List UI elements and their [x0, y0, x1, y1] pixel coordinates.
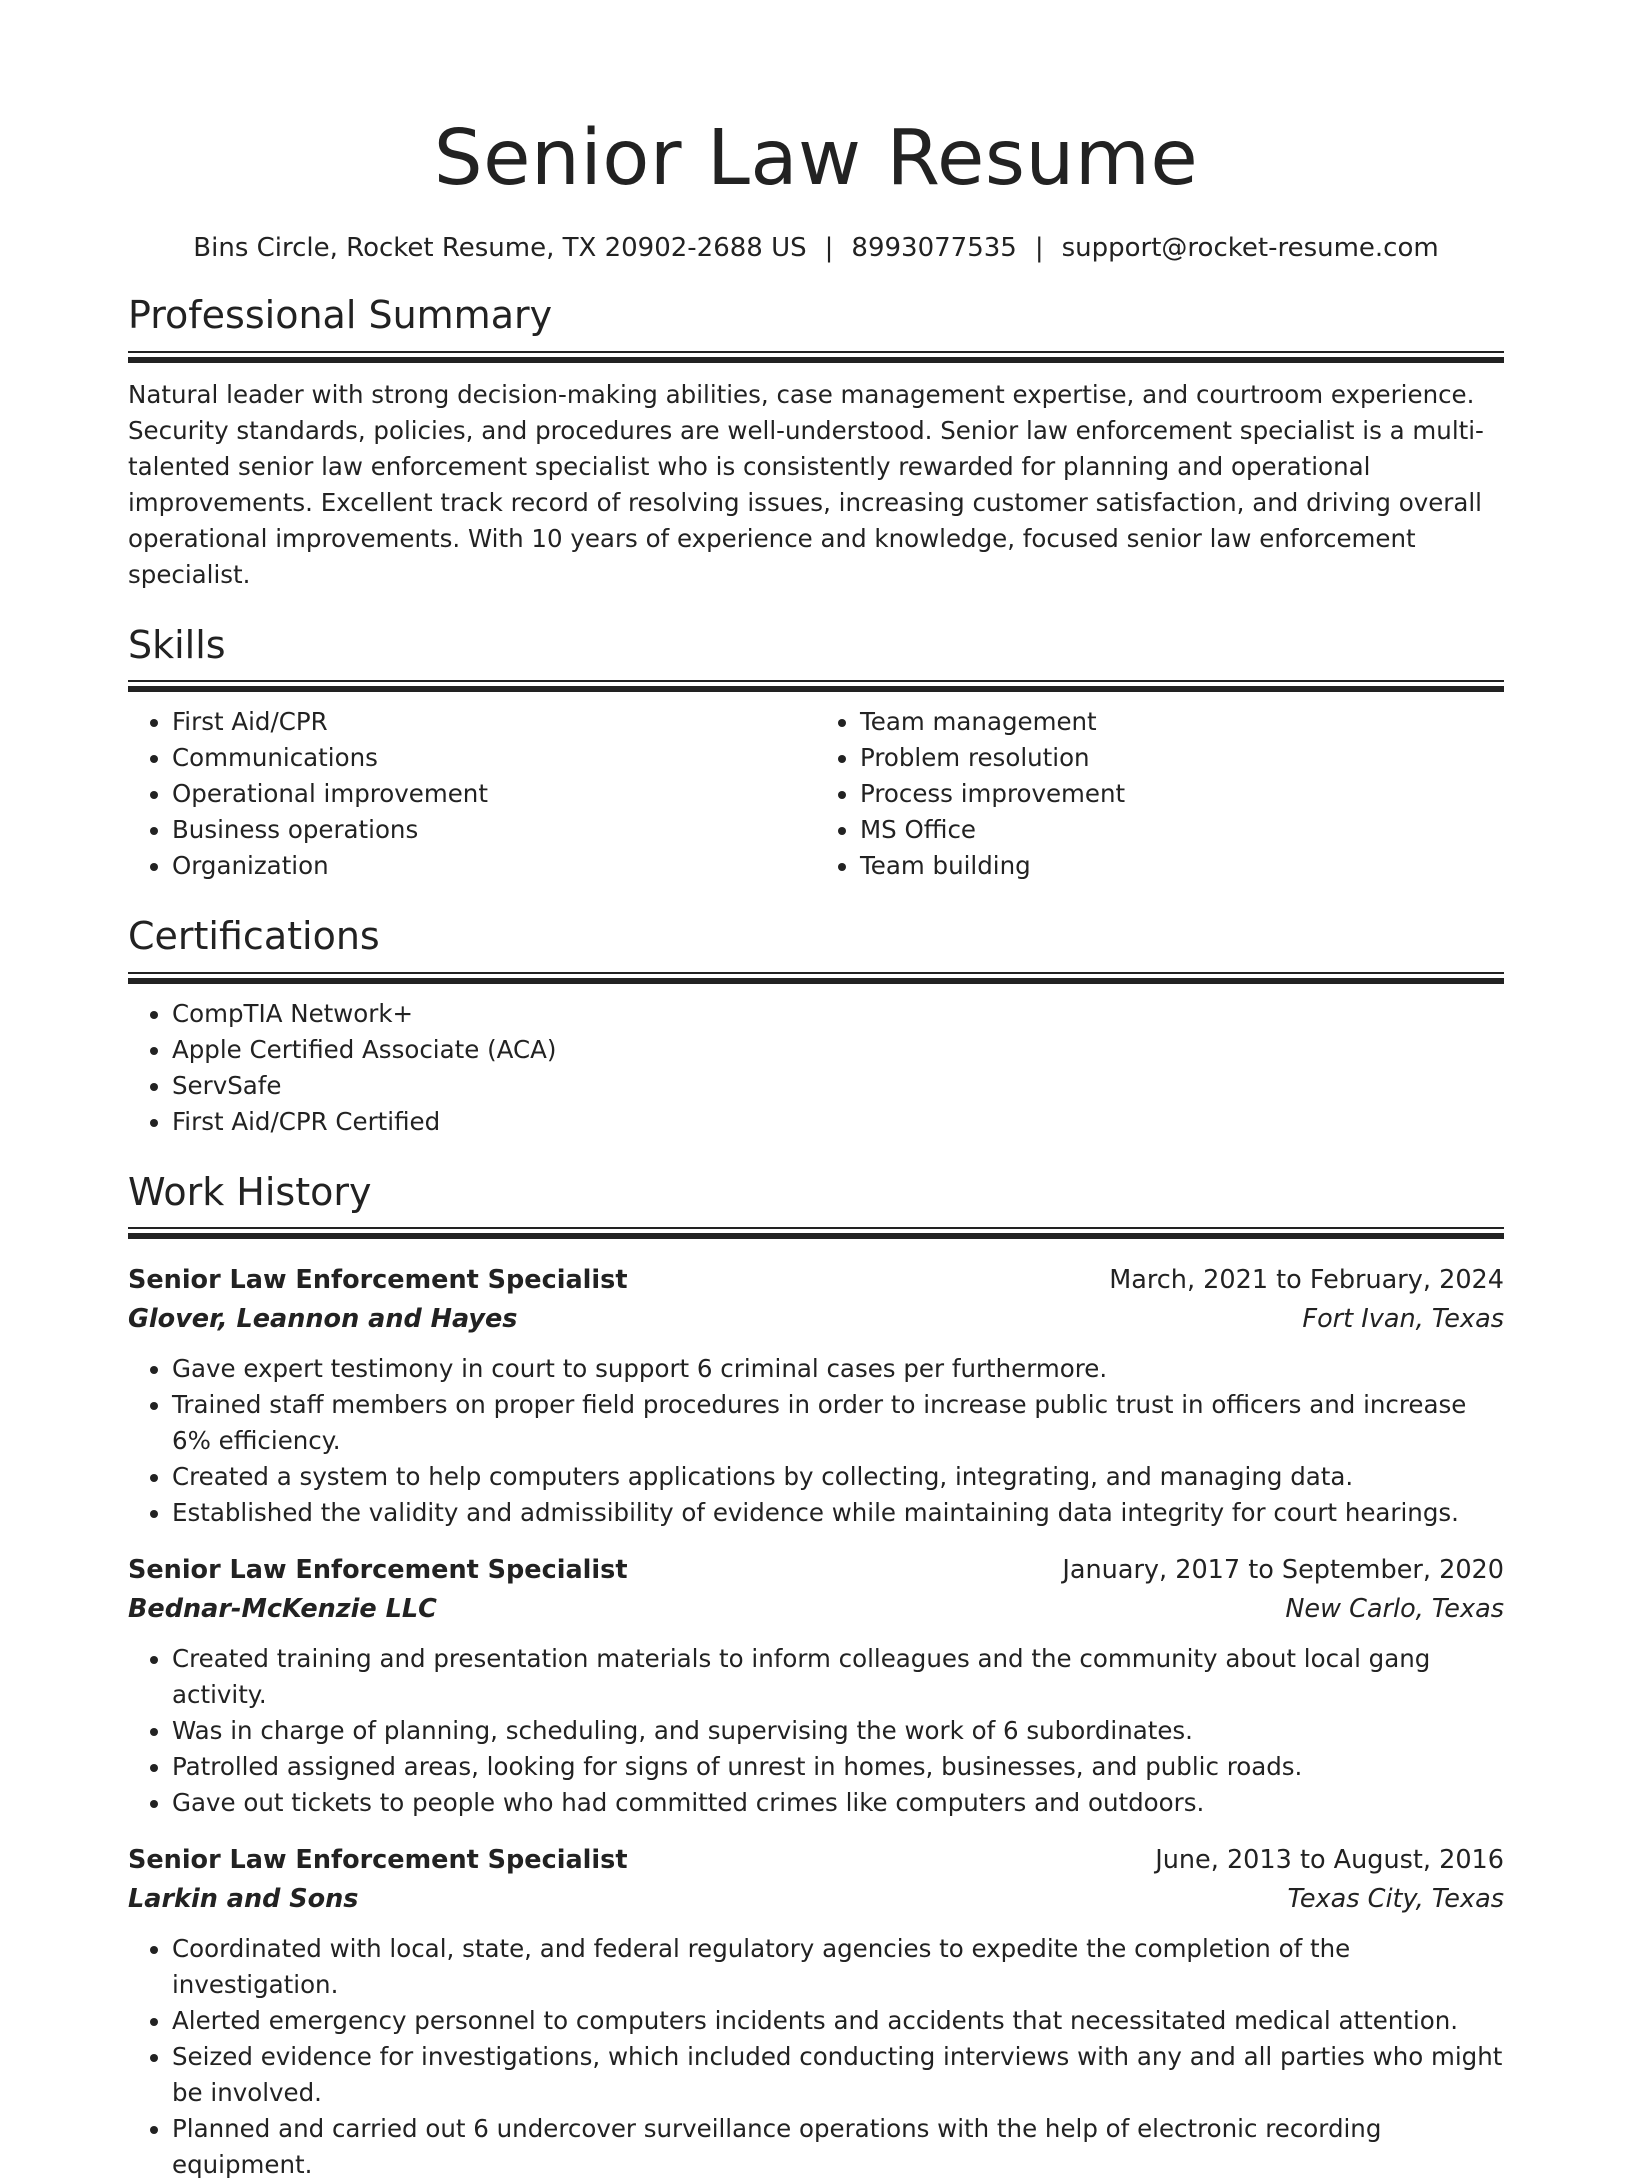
job-dates: March, 2021 to February, 2024: [1109, 1265, 1504, 1296]
skill-item: • Process improvement: [860, 776, 1504, 812]
job-title: Senior Law Enforcement Specialist: [128, 1555, 628, 1586]
job-entry: [128, 1261, 1504, 1531]
job-header-row: [128, 1261, 1504, 1300]
section-title-summary: Professional Summary: [128, 293, 553, 337]
job-bullet: • Created a system to help computers applications by collecting, integrating, and managing data.: [172, 1459, 1504, 1495]
certification-item: • ServSafe: [172, 1068, 1504, 1104]
section-divider: [128, 972, 1504, 984]
certification-item: • CompTIA Network+: [172, 996, 1504, 1032]
job-bullet: • Gave out tickets to people who had committed crimes like computers and outdoors.: [172, 1785, 1504, 1821]
section-divider: [128, 680, 1504, 692]
skill-item: • Communications: [172, 740, 816, 776]
skill-item: • Team building: [860, 848, 1504, 884]
job-title: Senior Law Enforcement Specialist: [128, 1845, 628, 1876]
skill-item: • Organization: [172, 848, 816, 884]
job-list: [128, 1261, 1504, 2183]
job-company: Bednar-McKenzie LLC: [128, 1594, 437, 1625]
job-bullets: [128, 1641, 1504, 1821]
job-location: Fort Ivan, Texas: [1302, 1304, 1504, 1335]
job-bullet: • Was in charge of planning, scheduling, and supervising the work of 6 subordinates.: [172, 1713, 1504, 1749]
job-bullets: [128, 1931, 1504, 2183]
job-bullet: • Coordinated with local, state, and federal regulatory agencies to expedite the completion of the investigation.: [172, 1931, 1504, 2003]
job-bullet: • Established the validity and admissibility of evidence while maintaining data integrity for court hearings.: [172, 1495, 1504, 1531]
contact-separator: |: [1034, 233, 1044, 263]
section-title-certifications: Certifications: [128, 914, 380, 959]
job-bullet: • Alerted emergency personnel to computers incidents and accidents that necessitated medical attention.: [172, 2003, 1504, 2039]
job-bullet: • Trained staff members on proper field procedures in order to increase public trust in officers and increase 6% efficiency.: [172, 1387, 1504, 1459]
job-entry: [128, 1551, 1504, 1821]
section-divider: [128, 351, 1504, 363]
job-bullet: • Patrolled assigned areas, looking for signs of unrest in homes, businesses, and public roads.: [172, 1749, 1504, 1785]
resume-name: Senior Law Resume: [433, 114, 1199, 203]
job-dates: June, 2013 to August, 2016: [1155, 1845, 1504, 1876]
skill-item: • Business operations: [172, 812, 816, 848]
skill-item: • MS Office: [860, 812, 1504, 848]
job-bullet: • Created training and presentation materials to inform colleagues and the community about local gang activity.: [172, 1641, 1504, 1713]
job-bullets: [128, 1351, 1504, 1531]
certifications-list: [128, 996, 1504, 1140]
skill-item: • Problem resolution: [860, 740, 1504, 776]
section-title-work-history: Work History: [128, 1169, 372, 1214]
certification-item: • First Aid/CPR Certified: [172, 1104, 1504, 1140]
certification-item: • Apple Certified Associate (ACA): [172, 1032, 1504, 1068]
job-bullet: • Planned and carried out 6 undercover surveillance operations with the help of electronic recording equipment.: [172, 2111, 1504, 2183]
job-location: Texas City, Texas: [1287, 1884, 1504, 1915]
skills-section: [128, 623, 1504, 885]
job-company: Glover, Leannon and Hayes: [128, 1304, 518, 1335]
work-history-section: [128, 1170, 1504, 2183]
job-header-row: [128, 1841, 1504, 1880]
job-entry: [128, 1841, 1504, 2183]
skills-list-left: [128, 704, 816, 884]
job-bullet: • Seized evidence for investigations, which included conducting interviews with any and all parties who might be involved.: [172, 2039, 1504, 2111]
job-company-row: [128, 1880, 1504, 1919]
section-divider: [128, 1227, 1504, 1239]
job-location: New Carlo, Texas: [1285, 1594, 1504, 1625]
skills-list-right: [816, 704, 1504, 884]
skill-item: • First Aid/CPR: [172, 704, 816, 740]
contact-email: support@rocket-resume.com: [1061, 233, 1439, 263]
skill-item: • Team management: [860, 704, 1504, 740]
job-company: Larkin and Sons: [128, 1884, 359, 1915]
skill-item: • Operational improvement: [172, 776, 816, 812]
certifications-section: [128, 914, 1504, 1140]
contact-address: Bins Circle, Rocket Resume, TX 20902-2688 US: [193, 233, 807, 263]
job-dates: January, 2017 to September, 2020: [1062, 1555, 1504, 1586]
section-title-skills: Skills: [128, 622, 226, 667]
job-title: Senior Law Enforcement Specialist: [128, 1265, 628, 1296]
job-bullet: • Gave expert testimony in court to support 6 criminal cases per furthermore.: [172, 1351, 1504, 1387]
job-company-row: [128, 1300, 1504, 1339]
contact-separator: |: [824, 233, 834, 263]
job-header-row: [128, 1551, 1504, 1590]
contact-phone: 8993077535: [851, 233, 1017, 263]
professional-summary-section: [128, 293, 1504, 593]
job-company-row: [128, 1590, 1504, 1629]
skills-grid: [128, 692, 1504, 884]
contact-line: [128, 233, 1504, 263]
summary-text: Natural leader with strong decision-making abilities, case management expertise, and courtroom experience. Security standards, policies, and procedures are well-understood. Senior law enforcement specialist is a multi-talented senior law enforcement specialist who is consistently rewarded for planning and operational improvements. Excellent track record of resolving issues, increasing customer satisfaction, and driving overall operational improvements. With 10 years of experience and knowledge, focused senior law enforcement specialist.: [128, 379, 1484, 589]
